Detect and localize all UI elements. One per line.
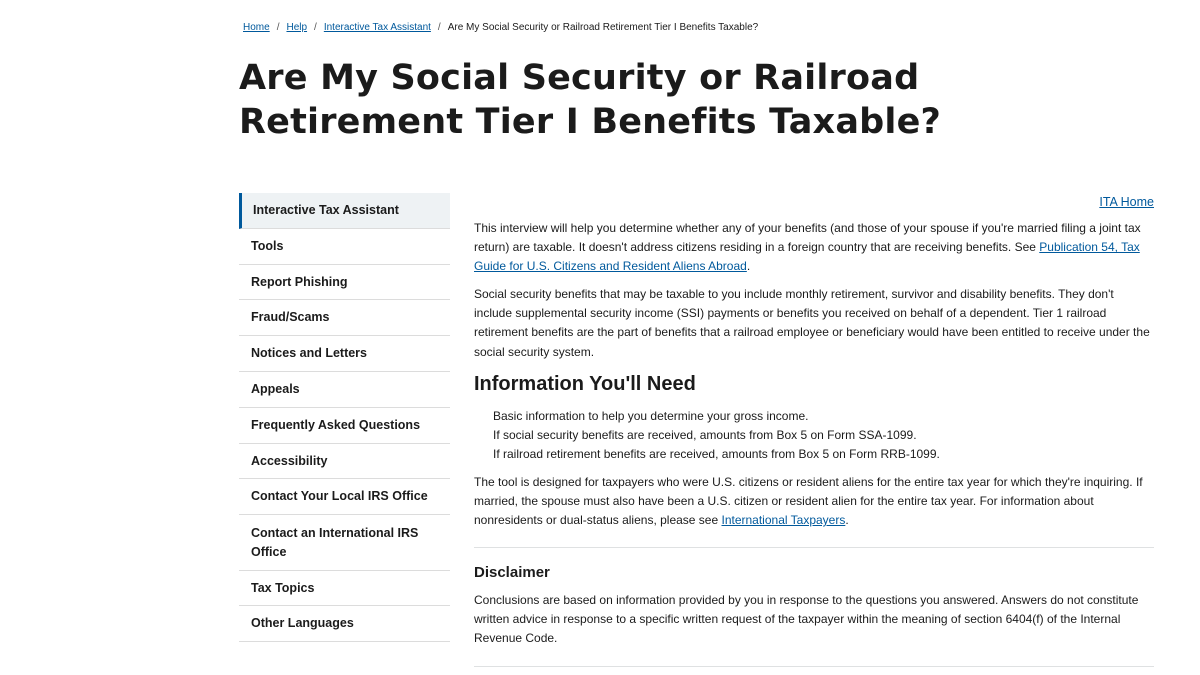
sidebar-item-contact-local-office[interactable]: Contact Your Local IRS Office [239,479,450,515]
breadcrumb-separator: / [437,22,441,33]
sidebar-item-fraud-scams[interactable]: Fraud/Scams [239,300,450,336]
divider [474,666,1154,667]
sidebar-item-notices-and-letters[interactable]: Notices and Letters [239,336,450,372]
breadcrumb [243,22,758,33]
breadcrumb-separator: / [276,22,280,33]
sidebar-item-tools[interactable]: Tools [239,229,450,265]
tool-text: The tool is designed for taxpayers who were U.S. citizens or resident aliens for the entire tax year for which they're inquiring. If married, the spouse must also have been a U.S. citizen or resident alien for the entire tax year. For information about nonresidents or dual-status aliens, please see [474,475,1143,528]
intro-paragraph [474,219,1154,277]
sidebar-item-faq[interactable]: Frequently Asked Questions [239,408,450,444]
breadcrumb-current: Are My Social Security or Railroad Retirement Tier I Benefits Taxable? [447,22,759,33]
info-list [493,407,1153,465]
breadcrumb-home-link[interactable]: Home [243,22,270,33]
tool-period: . [845,513,849,528]
intro-text: This interview will help you determine whether any of your benefits (and those of your spouse if you're married filing a joint tax return) are taxable. It doesn't address citizens residing in a foreign country that are receiving benefits. See [474,221,1141,255]
disclaimer-heading: Disclaimer [474,564,550,581]
breadcrumb-separator: / [314,22,317,33]
disclaimer-text: Conclusions are based on information provided by you in response to the questions you answered. Answers do not constitute written advice in response to a specific written request of the taxpayer within the meaning of section 6404(f) of the Internal Revenue Code. [474,593,1139,646]
page-title: Are My Social Security or Railroad Retirement Tier I Benefits Taxable? [239,58,942,142]
list-item: Basic information to help you determine your gross income. [493,409,809,423]
sidebar-item-contact-international-office[interactable]: Contact an International IRS Office [239,515,450,571]
sidebar-nav [239,193,450,642]
tool-paragraph [474,473,1154,531]
sidebar-item-appeals[interactable]: Appeals [239,372,450,408]
list-item: If social security benefits are received, amounts from Box 5 on Form SSA-1099. [493,428,917,443]
publication-54-link[interactable]: Publication 54, Tax Guide for U.S. Citizens and Resident Aliens Abroad [474,240,1140,274]
information-heading: Information You'll Need [474,373,696,395]
sidebar-item-accessibility[interactable]: Accessibility [239,444,450,479]
sidebar-item-interactive-tax-assistant[interactable]: Interactive Tax Assistant [239,193,450,229]
sidebar-item-other-languages[interactable]: Other Languages [239,606,450,642]
ita-home-link[interactable]: ITA Home [1099,195,1154,209]
list-item: If railroad retirement benefits are received, amounts from Box 5 on Form RRB-1099. [493,447,940,462]
international-taxpayers-link[interactable]: International Taxpayers [721,513,846,528]
benefits-paragraph: Social security benefits that may be taxable to you include monthly retirement, survivor and disability benefits. They don't include supplemental security income (SSI) payments or benefits you received on behalf of a dependent. Tier 1 railroad retirement benefits are the part of benefits that a railroad employee or beneficiary would have been entitled to receive under the social security system. [474,287,1150,359]
sidebar-item-tax-topics[interactable]: Tax Topics [239,571,450,606]
breadcrumb-ita-link[interactable]: Interactive Tax Assistant [323,22,431,33]
sidebar-item-report-phishing[interactable]: Report Phishing [239,265,450,300]
intro-period: . [746,259,751,274]
divider [474,547,1154,548]
breadcrumb-help-link[interactable]: Help [286,22,308,33]
